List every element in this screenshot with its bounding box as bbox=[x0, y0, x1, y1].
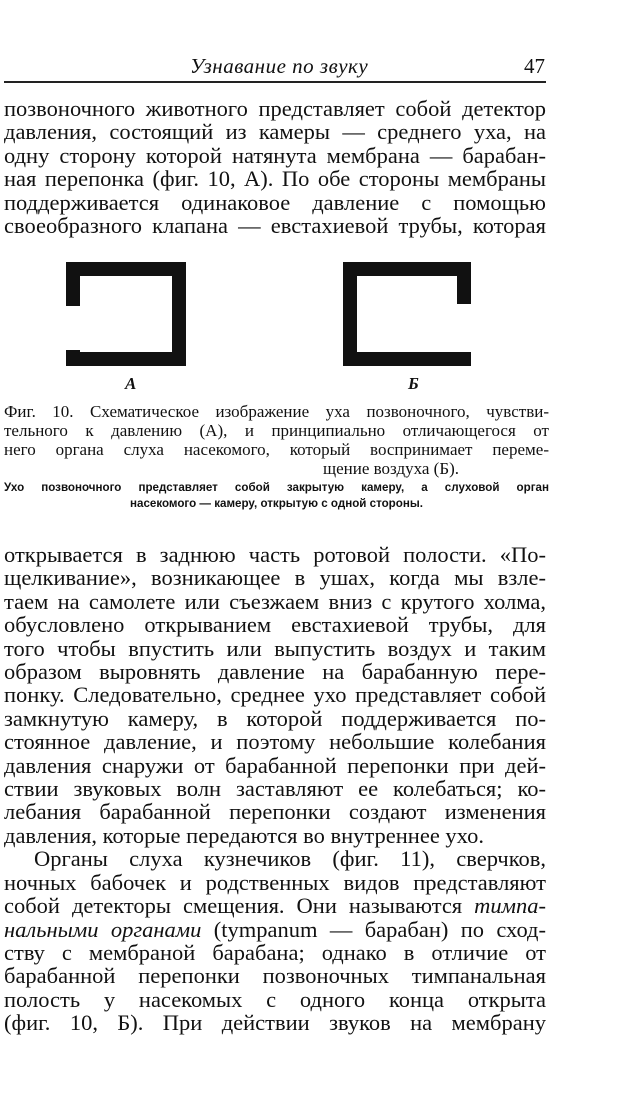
note-line: насекомого — камеру, открытую с одной стороны. bbox=[130, 497, 423, 510]
note-line: Ухо позвоночного представляет собой закрытую камеру, а слуховой орган bbox=[4, 481, 549, 494]
figure-label-b: Б bbox=[408, 374, 419, 393]
paragraph-1 bbox=[4, 97, 546, 237]
text-line: таем на самолете или съезжаем вниз с крутого холма, bbox=[4, 588, 546, 614]
text-line: лебания барабанной перепонки создают изменения bbox=[4, 799, 546, 825]
text-line: давления, состоящий из камеры — среднего уха, на bbox=[4, 119, 546, 145]
figure-note bbox=[4, 480, 549, 512]
running-title: Узнавание по звуку bbox=[190, 54, 369, 78]
text-line: того чтобы впустить или выпустить воздух и таким bbox=[4, 635, 546, 661]
open-chamber-diagram bbox=[343, 262, 471, 366]
text-line: одну сторону которой натянута мембрана — барабан- bbox=[4, 142, 546, 168]
figure-caption bbox=[4, 402, 549, 478]
text-line: замкнутую камеру, в которой поддерживается по- bbox=[4, 705, 546, 731]
text-line: ная перепонка (фиг. 10, А). По обе стороны мембраны bbox=[4, 166, 546, 192]
text-line bbox=[4, 894, 546, 917]
paragraph-2 bbox=[4, 543, 546, 1035]
text-line: барабанной перепонки позвоночных тимпанальная bbox=[4, 963, 546, 989]
text-line: Органы слуха кузнечиков (фиг. 11), сверчков, bbox=[34, 846, 546, 872]
text-line: полость у насекомых с одного конца открыта bbox=[4, 986, 546, 1012]
text-line: ночных бабочек и родственных видов представляют bbox=[4, 869, 546, 895]
text-run: (tympanum — барабан) по сход- bbox=[201, 916, 546, 942]
text-line: стоянное давление, и поэтому небольшие колебания bbox=[4, 729, 546, 755]
text-line: ствии звуковых волн заставляют ее колебаться; ко- bbox=[4, 776, 546, 802]
text-line: позвоночного животного представляет собой детектор bbox=[4, 96, 546, 121]
text-line: давления снаружи от барабанной перепонки при дей- bbox=[4, 752, 546, 778]
text-line: ству с мембраной барабана; однако в отличие от bbox=[4, 939, 546, 965]
closed-chamber-diagram bbox=[66, 262, 186, 366]
text-line bbox=[4, 918, 546, 941]
text-line: своеобразного клапана — евстахиевой трубы, которая bbox=[4, 213, 546, 239]
caption-line: тельного к давлению (А), и принципиально отличающегося от bbox=[4, 421, 549, 440]
caption-line: щение воздуха (Б). bbox=[323, 459, 459, 478]
text-line: (фиг. 10, Б). При действии звуков на мембрану bbox=[4, 1010, 546, 1036]
text-line: понку. Следовательно, среднее ухо представляет собой bbox=[4, 682, 546, 708]
figure-10 bbox=[0, 258, 620, 393]
text-line: образом выровнять давление на барабанную пере- bbox=[4, 659, 546, 685]
page-number: 47 bbox=[524, 54, 545, 78]
open-side-gap bbox=[457, 304, 471, 352]
text-line: обусловлено открыванием евстахиевой трубы, для bbox=[4, 612, 546, 638]
caption-line: Фиг. 10. Схематическое изображение уха позвоночного, чувстви- bbox=[4, 402, 549, 421]
figure-label-a: А bbox=[125, 374, 137, 393]
term-italic: тимпа- bbox=[474, 893, 546, 919]
term-italic: нальными органами bbox=[4, 916, 202, 942]
text-line: давления, которые передаются во внутреннее ухо. bbox=[4, 822, 484, 848]
text-line: поддерживается одинаковое давление с помощью bbox=[4, 189, 546, 215]
membrane-gap bbox=[66, 306, 80, 350]
text-line: открывается в заднюю часть ротовой полости. «По- bbox=[4, 542, 546, 567]
text-line: щелкивание», возникающее в ушах, когда мы взле- bbox=[4, 565, 546, 591]
text-run: собой детекторы смещения. Они называются bbox=[4, 893, 475, 919]
caption-line: него органа слуха насекомого, который воспринимает переме- bbox=[4, 440, 549, 459]
header-rule bbox=[4, 81, 546, 83]
